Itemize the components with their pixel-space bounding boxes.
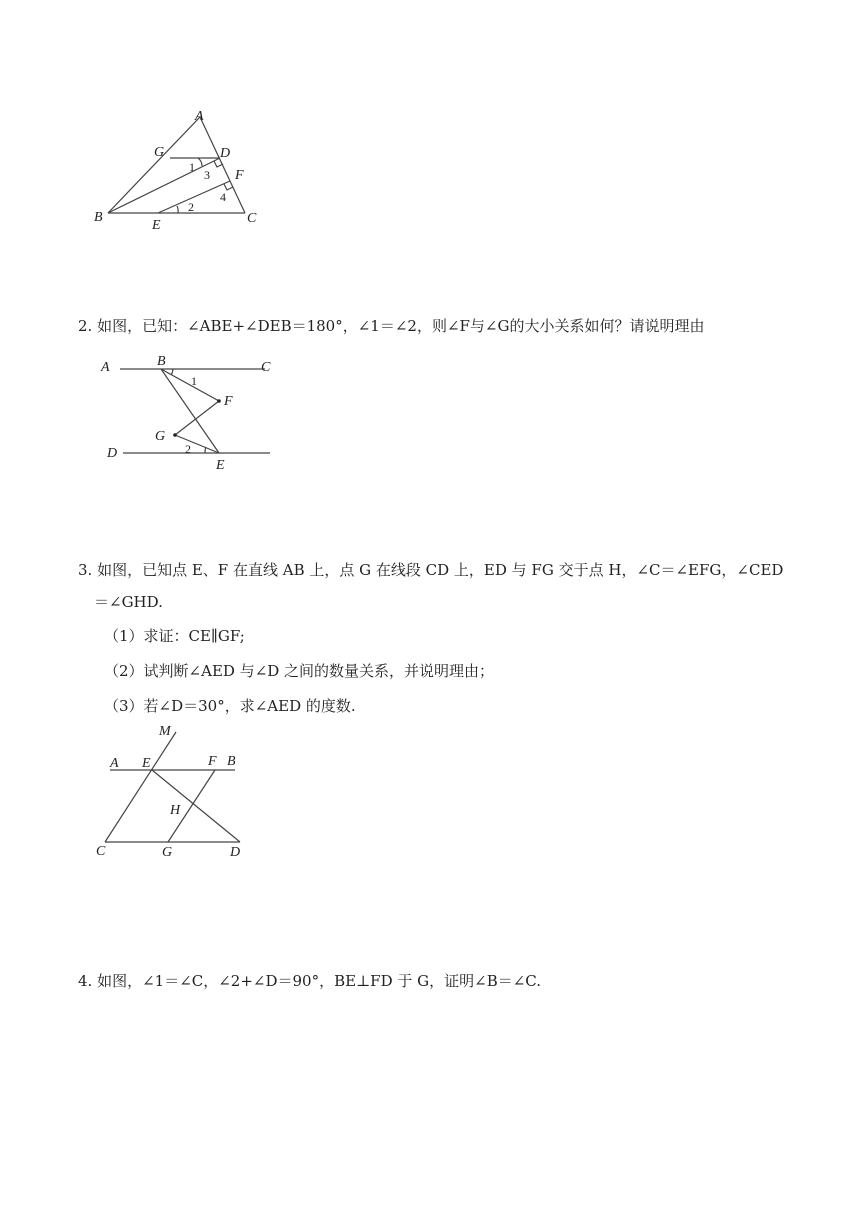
question-4-text: 4. 如图，∠1＝∠C，∠2+∠D＝90°，BE⊥FD 于 G，证明∠B＝∠C. [78,972,542,990]
point-g [173,433,177,437]
label-a: A [101,360,110,375]
segment-fg [175,401,219,435]
angle-label-1: 1 [191,374,197,388]
point-f [217,399,221,403]
label-a: A [195,109,204,124]
label-a: A [110,756,119,771]
figure-2-diagram [95,350,280,475]
angle-label-2: 2 [185,442,191,456]
segment-ba [108,117,200,213]
label-f: F [235,168,244,183]
label-c: C [96,844,106,859]
figure-1-diagram [90,105,280,235]
question-3-part-2: （2）试判断∠AED 与∠D 之间的数量关系，并说明理由； [104,662,495,680]
line-mc [105,732,176,842]
question-3-line-2: ＝∠GHD. [94,593,163,611]
label-b: B [227,754,236,769]
label-e: E [216,458,225,473]
angle-label-1: 1 [189,160,195,174]
label-b: B [94,210,103,225]
label-d: D [220,146,231,161]
question-3-part-1: （1）求证：CE∥GF; [104,627,245,645]
label-c: C [261,360,271,375]
segment-bd [108,158,220,213]
figure-3-diagram [90,720,260,865]
angle-arc-1 [198,158,202,166]
angle-label-3: 3 [204,168,210,182]
figure-3 [90,720,260,865]
label-h: H [170,803,181,818]
question-2-text: 2. 如图，已知：∠ABE+∠DEB＝180°，∠1＝∠2，则∠F与∠G的大小关系如何？请说明理由 [78,317,705,335]
label-g: G [154,145,165,160]
label-g: G [162,845,173,860]
label-f: F [224,394,233,409]
angle-label-2: 2 [188,200,194,214]
figure-2 [95,350,280,475]
segment-bf [161,369,219,401]
label-c: C [247,211,257,226]
question-3-line-1: 3. 如图，已知点 E、F 在直线 AB 上，点 G 在线段 CD 上，ED 与 FG 交于点 H，∠C＝∠EFG，∠CED [78,561,784,579]
angle-label-4: 4 [220,190,226,204]
label-f: F [208,754,217,769]
label-m: M [159,724,171,739]
angle-arc-2 [205,447,206,453]
angle-arc-1 [171,369,173,375]
label-g: G [155,429,166,444]
figure-1 [90,105,280,235]
label-e: E [142,756,151,771]
segment-be [161,369,219,453]
segment-ed [152,770,240,842]
label-b: B [157,354,166,369]
label-d: D [107,446,118,461]
question-3-part-3: （3）若∠D＝30°，求∠AED 的度数. [104,697,356,715]
label-e: E [152,218,161,233]
label-d: D [230,845,241,860]
angle-arc-2 [177,206,178,213]
